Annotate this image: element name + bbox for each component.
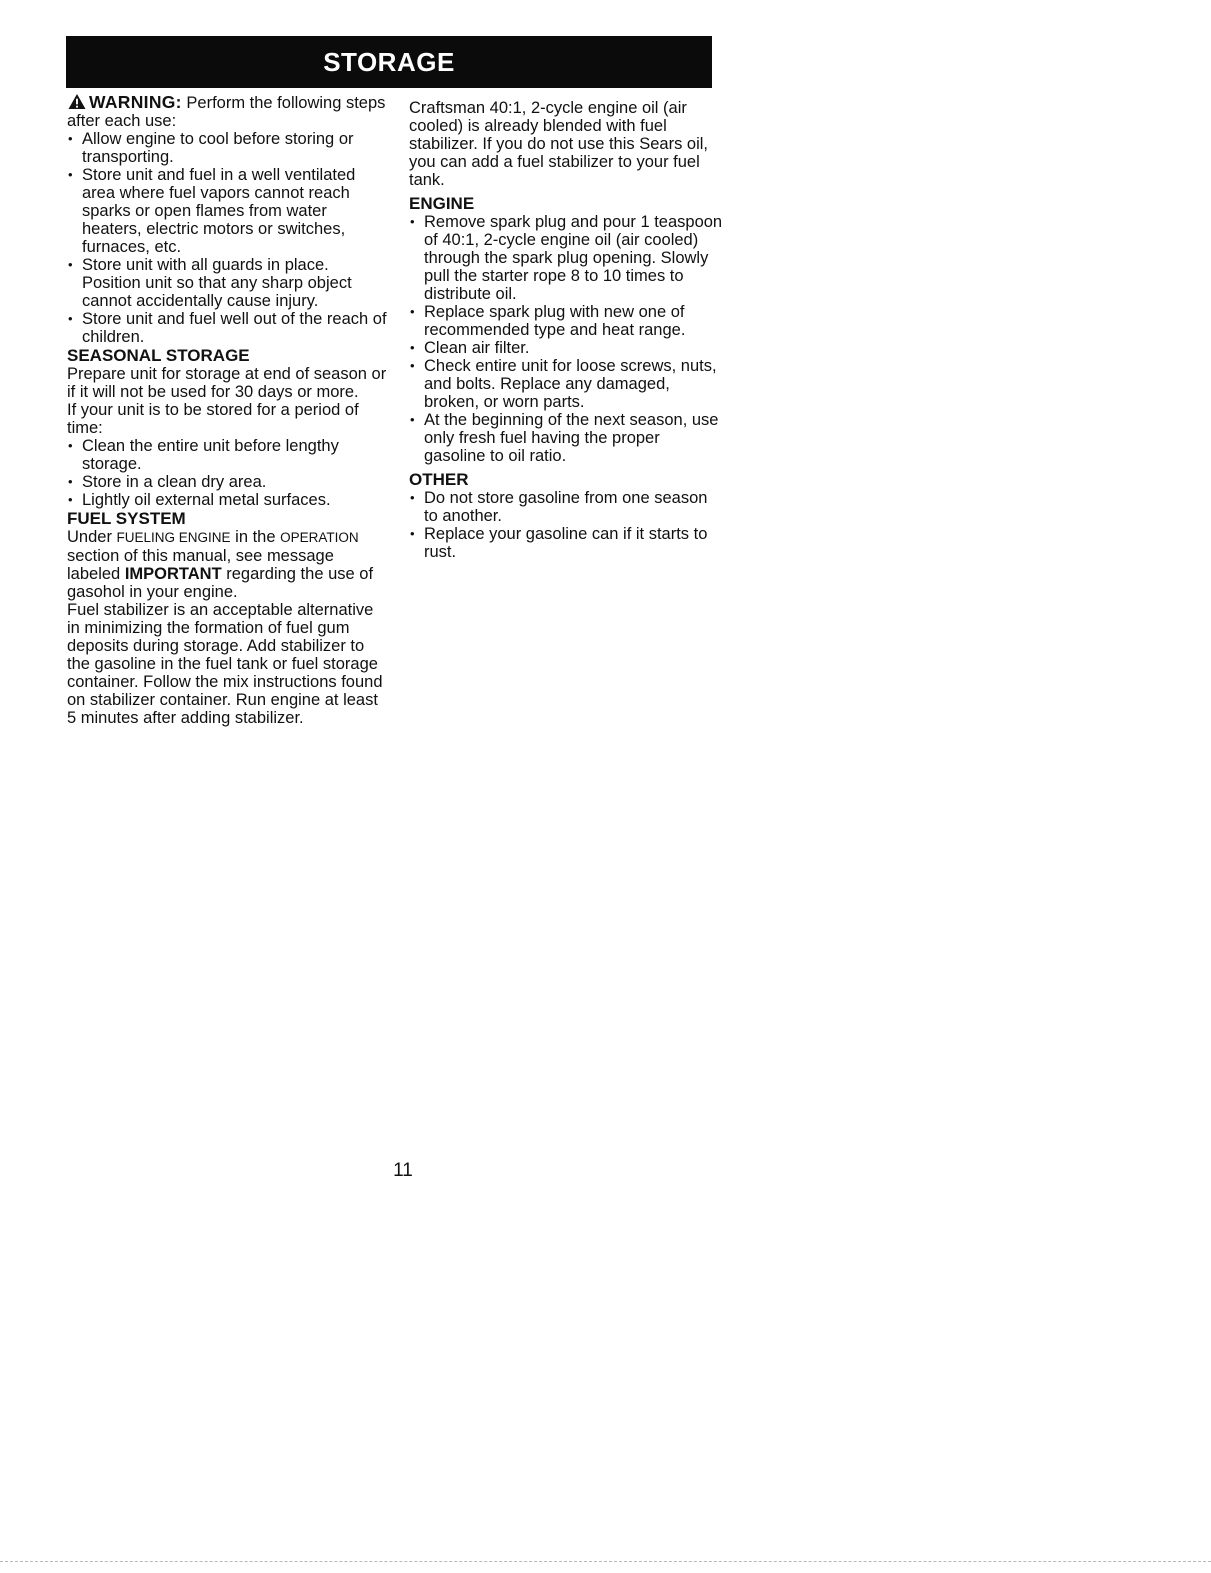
fuel-system-heading: FUEL SYSTEM (67, 509, 186, 528)
text-run: OPERATION (280, 530, 359, 545)
engine-list (409, 213, 724, 465)
list-item: • Remove spark plug and pour 1 teaspoon of 40:1, 2-cycle engine oil (air cooled) through the spark plug opening. Slowly pull the starter rope 8 to 10 times to distribute oil. (409, 213, 724, 303)
warning-label: WARNING: (89, 92, 182, 112)
warning-text: Perform the following steps after each use: (67, 94, 386, 130)
other-heading: OTHER (409, 470, 469, 489)
list-item: • Do not store gasoline from one season to another. (409, 489, 724, 525)
list-item: • Clean the entire unit before lengthy storage. (67, 437, 387, 473)
warning-intro (67, 93, 387, 130)
page-number: 11 (393, 1160, 413, 1181)
list-item: • Clean air filter. (409, 339, 724, 357)
text-run: in the (230, 528, 281, 546)
bottom-rule (0, 1561, 1211, 1562)
text-run: Under (67, 528, 117, 546)
left-column (67, 93, 387, 727)
list-item: • Store unit and fuel well out of the reach of children. (67, 310, 387, 346)
seasonal-list (67, 437, 387, 509)
warning-triangle-icon (67, 93, 87, 110)
list-item: • Replace your gasoline can if it starts to rust. (409, 525, 724, 561)
seasonal-storage-heading: SEASONAL STORAGE (67, 346, 250, 365)
text-run: regarding the use of gasohol in your engine. (67, 565, 374, 601)
section-title-bar (66, 36, 712, 88)
list-item: • Store in a clean dry area. (67, 473, 387, 491)
list-item: • Store unit and fuel in a well ventilated area where fuel vapors cannot reach sparks or open flames from water heaters, electric motors or switches, furnaces, etc. (67, 166, 387, 256)
seasonal-paragraph: Prepare unit for storage at end of season or if it will not be used for 30 days or more. (67, 365, 387, 401)
craftsman-oil-paragraph: Craftsman 40:1, 2-cycle engine oil (air cooled) is already blended with fuel stabilizer. If you do not use this Sears oil, you can add a fuel stabilizer to your fuel tank. (409, 99, 708, 189)
list-item: • Lightly oil external metal surfaces. (67, 491, 387, 509)
list-item: • Replace spark plug with new one of recommended type and heat range. (409, 303, 724, 339)
fuel-stabilizer-paragraph: Fuel stabilizer is an acceptable alternative in minimizing the formation of fuel gum deposits during storage. Add stabilizer to the gasoline in the fuel tank or fuel storage container. Follow the mix instructions found on stabilizer container. Run engine at least 5 minutes after adding stabilizer. (67, 601, 383, 727)
right-column (409, 93, 724, 561)
seasonal-paragraph: If your unit is to be stored for a period of time: (67, 401, 359, 437)
text-run: FUELING ENGINE (116, 530, 231, 545)
warning-list (67, 130, 387, 346)
fuel-system-paragraph (67, 528, 387, 601)
text-run: section of this manual, see message labeled (67, 547, 334, 583)
list-item: • Check entire unit for loose screws, nuts, and bolts. Replace any damaged, broken, or worn parts. (409, 357, 724, 411)
list-item: • Allow engine to cool before storing or transporting. (67, 130, 387, 166)
list-item: • At the beginning of the next season, use only fresh fuel having the proper gasoline to oil ratio. (409, 411, 724, 465)
engine-heading: ENGINE (409, 194, 475, 213)
list-item: • Store unit with all guards in place. Position unit so that any sharp object cannot accidentally cause injury. (67, 256, 387, 310)
other-list (409, 489, 724, 561)
page-title: STORAGE (323, 46, 455, 77)
important-label: IMPORTANT (124, 565, 222, 583)
